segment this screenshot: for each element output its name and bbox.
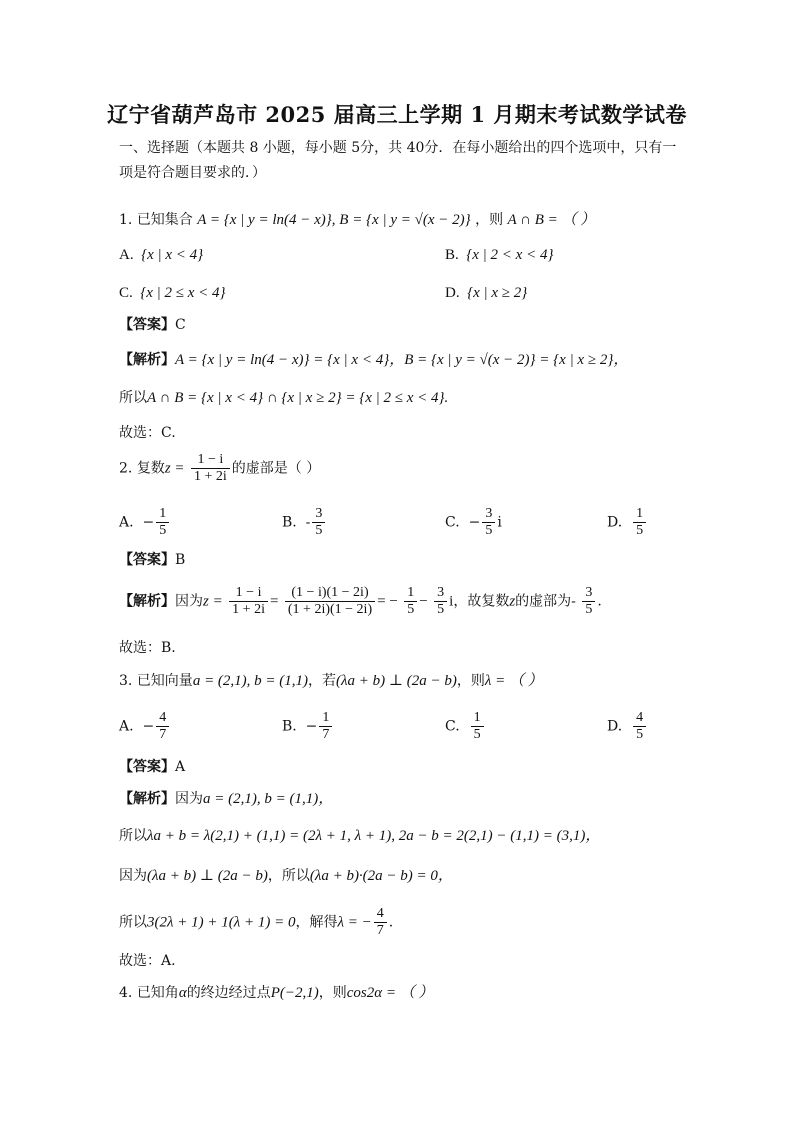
q3-analysis-line2: 所以λa + b = λ(2,1) + (1,1) = (2λ + 1, λ + 1), 2a − b = 2(2,1) − (1,1) = (3,1)， bbox=[119, 828, 601, 844]
q1-number: 1. bbox=[119, 212, 133, 228]
q2-option-b: B. - $\frac{3}{5}$ bbox=[282, 506, 327, 539]
q1-analysis-line1: 【解析】A = {x | y = ln(4 − x)} = {x | x < 4}，B = {x | y = √(x − 2)} = {x | x ≥ 2}， bbox=[119, 352, 629, 368]
q3-option-c: C. $\frac{1}{5}$ bbox=[445, 710, 486, 743]
q3-option-d: D. $\frac{4}{5}$ bbox=[607, 710, 648, 743]
q1-option-b: B. {x | 2 < x < 4} bbox=[445, 247, 554, 263]
q2-choose: 故选：B. bbox=[119, 640, 176, 656]
q1-option-a: A. {x | x < 4} bbox=[119, 247, 204, 263]
q2-answer: 【答案】B bbox=[119, 552, 186, 568]
q3-analysis-line3: 因为(λa + b) ⊥ (2a − b)，所以(λa + b)·(2a − b) = 0， bbox=[119, 868, 453, 884]
section-heading-line2: 项是符合题目要求的．） bbox=[119, 165, 266, 181]
q1-analysis-line2: 所以A ∩ B = {x | x < 4} ∩ {x | x ≥ 2} = {x | 2 ≤ x < 4}. bbox=[119, 390, 449, 406]
q1-option-c: C. {x | 2 ≤ x < 4} bbox=[119, 285, 226, 301]
q1-stem-then: ，则 bbox=[475, 212, 504, 228]
q3-analysis-line1: 【解析】因为a = (2,1), b = (1,1)， bbox=[119, 791, 334, 807]
page-title: 辽宁省葫芦岛市 2025 届高三上学期 1 月期末考试数学试卷 bbox=[107, 102, 687, 127]
section-heading-line1: 一、选择题（本题共 8 小题，每小题 5分，共 40分．在每小题给出的四个选项中，只有一 bbox=[119, 140, 677, 156]
q2-stem: 2. 复数z = $\frac{1 - i}{1 + 2i}$ 的虚部是（ ） bbox=[119, 452, 321, 484]
q2-analysis: 【解析】因为z = $\frac{1 - i}{1 + 2i}$ = $\frac{(1 - i)(1 - 2i)}{(1 + 2i)(1 - 2i)}$ = − $\frac{1}{5}$ − $\frac{3}{5}$ i，故复数z的虚部为- $\frac{3}{5}$ . bbox=[119, 585, 602, 617]
q1-set-definition: A = {x | y = ln(4 − x)}, B = {x | y = √(x − 2)} bbox=[197, 212, 471, 228]
q3-analysis-line4: 所以3(2λ + 1) + 1(λ + 1) = 0，解得λ = − $\frac{4}{7}$ . bbox=[119, 906, 394, 938]
q2-fraction: $\frac{1 - i}{1 + 2i}$ bbox=[191, 452, 230, 485]
q4-stem: 4. 已知角α的终边经过点P(−2,1)，则cos2α = （ ） bbox=[119, 985, 434, 1001]
q3-stem: 3. 已知向量a = (2,1), b = (1,1)，若(λa + b) ⊥ (2a − b)，则λ = （ ） bbox=[119, 673, 543, 689]
q1-answer: 【答案】C bbox=[119, 317, 186, 333]
q3-choose: 故选：A. bbox=[119, 953, 176, 969]
q1-choose: 故选：C. bbox=[119, 425, 176, 441]
q1-stem-text: 已知集合 bbox=[136, 212, 193, 228]
q1-ask: A ∩ B = （ ） bbox=[507, 212, 596, 228]
q2-option-d: D. $\frac{1}{5}$ bbox=[607, 506, 648, 539]
q2-option-c: C. − $\frac{3}{5}$ i bbox=[445, 506, 502, 538]
q3-option-b: B. − $\frac{1}{7}$ bbox=[282, 710, 334, 743]
q3-answer: 【答案】A bbox=[119, 759, 186, 775]
q1-option-d: D. {x | x ≥ 2} bbox=[445, 285, 528, 301]
q2-option-a: A. − $\frac{1}{5}$ bbox=[119, 506, 171, 539]
q1-stem bbox=[119, 210, 595, 230]
q3-option-a: A. − $\frac{4}{7}$ bbox=[119, 710, 171, 743]
